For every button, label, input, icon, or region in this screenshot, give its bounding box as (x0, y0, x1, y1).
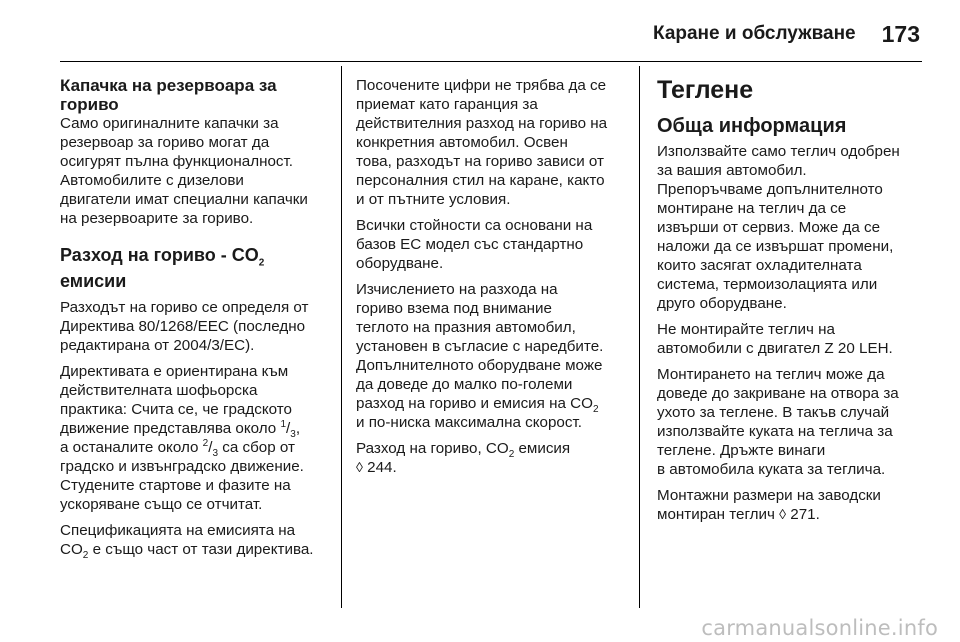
header-title: Каране и обслужване (652, 23, 856, 44)
paragraph: Директивата е ориентирана към действителната шофьорска практика: Счита се, че градското движение представлява около $^1/_3$, а останалите около $^2/_3$ са сбор от градско и извънградско движение. Студените стартове и фазите на ускоряване също се отчитат. (60, 363, 304, 513)
paragraph: Посочените цифри не трябва да се приемат като гаранция за действителния разход на гориво на конкретния автомобил. Освен това, разходът на гориво зависи от персоналния стил на каране, както и от пътните условия. (356, 77, 608, 208)
section-heading-fuel-consumption: Разход на гориво - $CO_2$ емисии (60, 245, 265, 291)
paragraph: Монтирането на теглич може да доведе до закриване на отвора за ухото за теглене. В такъв случай използвайте куката на теглича за теглене. Дръжте винаги в автомобила куката за теглича. (657, 366, 899, 478)
header-rule (60, 61, 922, 62)
paragraph: Изчислението на разхода на гориво взема под внимание теглото на празния автомобил, установен в съгласие с наредбите. Допълнителното оборудване може да доведе до малко по-големи разход на гориво и емисия на $CO_2$ и по-ниска максимална скорост. (356, 281, 604, 431)
paragraph: Използвайте само теглич одобрен за вашия автомобил. Препоръчваме допълнителното монтиране на теглич да се извърши от сервиз. Може да се наложи да се извършат промени, които засягат охладителната система, термоизолацията или друго оборудване. (657, 143, 900, 312)
page-number: 173 (881, 20, 920, 47)
paragraph: Само оригиналните капачки за резервоар за гориво могат да осигурят пълна функционалност. Автомобилите с дизелови двигатели имат специални капачки на резервоарите за гориво. (60, 115, 308, 227)
paragraph: Разходът на гориво се определя от Директива 80/1268/EEC (последно редактирана от 2004/3/EC). (60, 299, 309, 354)
watermark: carmanualsonline.info (701, 616, 938, 640)
reference-arrow-icon: ◊ (356, 459, 363, 475)
column-3 (657, 76, 927, 531)
chapter-heading-towing: Теглене (657, 76, 754, 104)
paragraph: Не монтирайте теглич на автомобили с двигател Z 20 LEH. (657, 321, 893, 357)
column-divider-2 (639, 66, 640, 608)
column-divider-1 (341, 66, 342, 608)
column-2 (356, 76, 628, 484)
cross-reference-towbar-dimensions[interactable]: Монтажни размери на заводски монтиран теглич ◊ 271. (657, 487, 881, 523)
section-heading-fuel-cap: Капачка на резервоара за гориво (60, 76, 277, 114)
cross-reference-fuel-consumption[interactable]: Разход на гориво, $CO_2$ емисия ◊ 244. (356, 440, 571, 476)
reference-arrow-icon: ◊ (779, 506, 787, 522)
paragraph: Спецификацията на емисията на $CO_2$ е също част от тази директива. (60, 522, 314, 562)
column-1 (60, 76, 332, 566)
page-header (60, 16, 920, 52)
paragraph: Всички стойности са основани на базов ЕС модел със стандартно оборудване. (356, 217, 593, 272)
section-heading-general-info: Обща информация (657, 115, 847, 137)
